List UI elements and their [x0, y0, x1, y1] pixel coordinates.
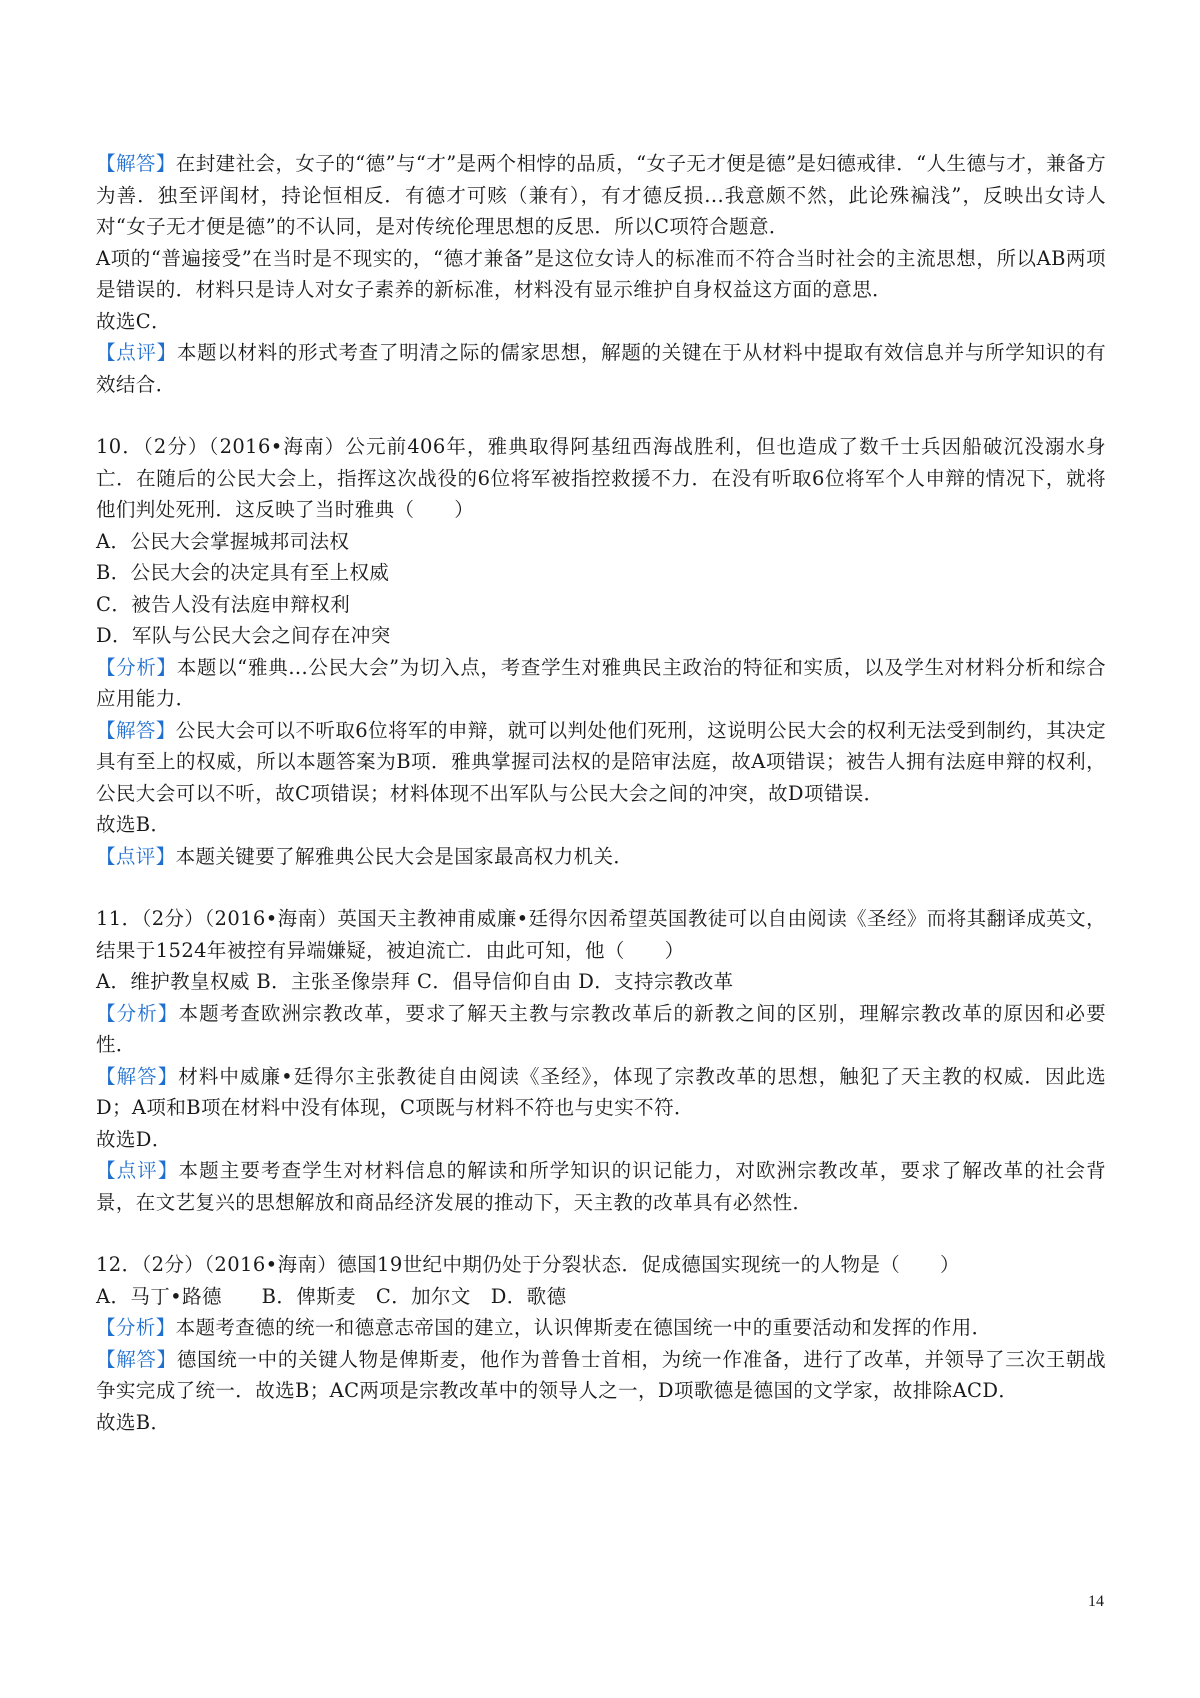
conclusion-line: 故选B．: [96, 1410, 171, 1434]
comment-text: 本题主要考查学生对材料信息的解读和所学知识的识记能力，对欧洲宗教改革，要求了解改革的社会背景，在文艺复兴的思想解放和商品经济发展的推动下，天主教的改革具有必然性．: [96, 1159, 1106, 1214]
answer-tag: 【解答】: [96, 1347, 177, 1371]
conclusion-line: 故选D．: [96, 1127, 172, 1151]
comment-paragraph: [96, 337, 1106, 400]
conclusion-line: 故选C．: [96, 309, 172, 333]
question-10: [96, 431, 1106, 872]
answer-tag: 【解答】: [96, 718, 176, 742]
options-line: A．马丁•路德 B．俾斯麦 C．加尔文 D．歌德: [96, 1284, 567, 1308]
comment-tag: 【点评】: [96, 341, 177, 364]
block-spacer: [96, 400, 1106, 431]
conclusion-line: 故选B．: [96, 813, 171, 836]
page-number: 14: [1088, 1593, 1104, 1610]
question-9-solution: [96, 148, 1106, 400]
options-line: A．维护教皇权威 B．主张圣像崇拜 C．倡导信仰自由 D．支持宗教改革: [96, 970, 734, 993]
analysis-tag: 【分析】: [96, 1001, 179, 1025]
question-stem: 10．（2分）（2016•海南）公元前406年，雅典取得阿基纽西海战胜利，但也造成了数千士兵因船破沉没溺水身亡．在随后的公民大会上，指挥这次战役的6位将军被指控救援不力．在没有听取6位将军个人申辩的情况下，就将他们判处死刑．这反映了当时雅典（ ）: [96, 435, 1106, 521]
comment-paragraph: [96, 1155, 1106, 1218]
question-stem: 12．（2分）（2016•海南）德国19世纪中期仍处于分裂状态．促成德国实现统一的人物是（ ）: [96, 1253, 960, 1276]
answer-text: 在封建社会，女子的“德”与“才”是两个相悖的品质，“女子无才便是德”是妇德戒律．“人生德与才，兼备方为善．独至评闺材，持论恒相反．有德才可赅（兼有），有才德反损...我意颇不然，此论殊褊浅”，反映出女诗人对“女子无才便是德”的不认同，是对传统伦理思想的反思．所以C项符合题意．: [96, 152, 1106, 238]
block-spacer: [96, 872, 1106, 903]
analysis-paragraph: [96, 1312, 1106, 1344]
analysis-tag: 【分析】: [96, 655, 177, 679]
comment-tag: 【点评】: [96, 1159, 179, 1182]
analysis-text: 本题考查德的统一和德意志帝国的建立，认识俾斯麦在德国统一中的重要活动和发挥的作用．: [175, 1316, 992, 1339]
answer-paragraph: [96, 715, 1106, 810]
analysis-text: 本题考查欧洲宗教改革，要求了解天主教与宗教改革后的新教之间的区别，理解宗教改革的原因和必要性．: [96, 1001, 1106, 1056]
question-stem: 11．（2分）（2016•海南）英国天主教神甫威廉•廷得尔因希望英国教徒可以自由阅读《圣经》而将其翻译成英文，结果于1524年被控有异端嫌疑，被迫流亡．由此可知，他（ ）: [96, 907, 1106, 962]
answer-text: 公民大会可以不听取6位将军的申辩，就可以判处他们死刑，这说明公民大会的权利无法受到制约，其决定具有至上的权威，所以本题答案为B项．雅典掌握司法权的是陪审法庭，故A项错误；被告人拥有法庭申辩的权利，公民大会可以不听，故C项错误；材料体现不出军队与公民大会之间的冲突，故D项错误．: [96, 718, 1106, 805]
analysis-text: 本题以“雅典...公民大会”为切入点，考查学生对雅典民主政治的特征和实质，以及学生对材料分析和综合应用能力．: [96, 655, 1106, 710]
answer-paragraph: [96, 1344, 1106, 1407]
analysis-paragraph: [96, 652, 1106, 715]
question-11: [96, 903, 1106, 1218]
document-content: [96, 148, 1106, 1438]
comment-paragraph: [96, 841, 1106, 873]
answer-text: 材料中威廉•廷得尔主张教徒自由阅读《圣经》，体现了宗教改革的思想，触犯了天主教的权威．因此选D；A项和B项在材料中没有体现，C项既与材料不符也与史实不符．: [96, 1064, 1106, 1119]
question-12: [96, 1249, 1106, 1438]
comment-text: 本题关键要了解雅典公民大会是国家最高权力机关．: [175, 844, 634, 868]
answer-text: 德国统一中的关键人物是俾斯麦，他作为普鲁士首相，为统一作准备，进行了改革，并领导了三次王朝战争实完成了统一．故选B；AC两项是宗教改革中的领导人之一，D项歌德是德国的文学家，故排除ACD．: [96, 1347, 1106, 1402]
option-c: C．被告人没有法庭申辩权利: [96, 592, 351, 616]
block-spacer: [96, 1218, 1106, 1249]
answer-tag: 【解答】: [96, 152, 176, 175]
comment-tag: 【点评】: [96, 844, 176, 868]
option-d: D．军队与公民大会之间存在冲突: [96, 624, 391, 647]
answer-tag: 【解答】: [96, 1064, 179, 1088]
option-a: A．公民大会掌握城邦司法权: [96, 529, 350, 553]
answer-paragraph: [96, 148, 1106, 243]
comment-text: 本题以材料的形式考查了明清之际的儒家思想，解题的关键在于从材料中提取有效信息并与所学知识的有效结合．: [96, 341, 1106, 396]
analysis-tag: 【分析】: [96, 1316, 176, 1339]
answer-paragraph: [96, 1061, 1106, 1124]
analysis-paragraph: [96, 998, 1106, 1061]
answer-extra-paragraph: A项的“普遍接受”在当时是不现实的，“德才兼备”是这位女诗人的标准而不符合当时社会的主流思想，所以AB两项是错误的．材料只是诗人对女子素养的新标准，材料没有显示维护自身权益这方面的意思．: [96, 246, 1106, 301]
option-b: B．公民大会的决定具有至上权威: [96, 561, 390, 584]
